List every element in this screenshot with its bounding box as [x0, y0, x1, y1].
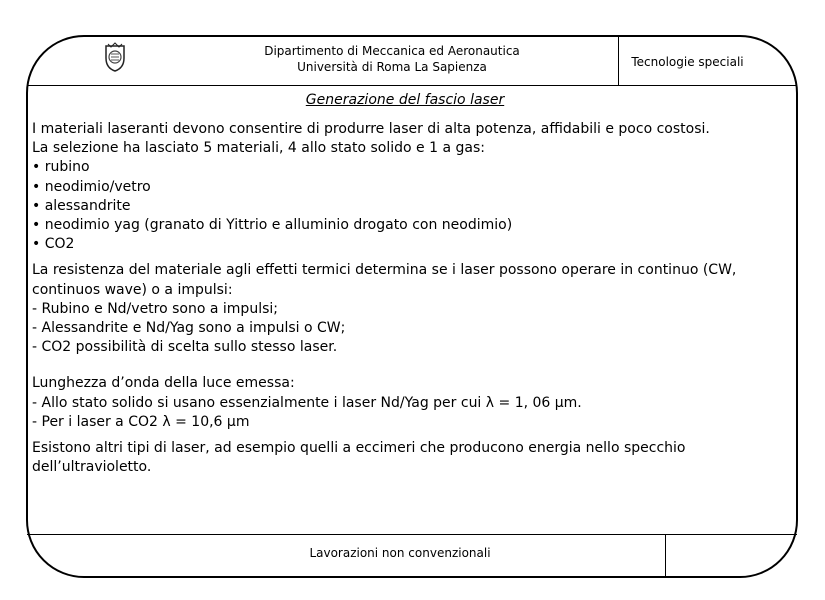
other-lasers-text: dell’ultravioletto.: [32, 459, 152, 476]
material-list-item: • alessandrite: [32, 197, 131, 214]
department-header: [232, 43, 552, 75]
material-list-item: • neodimio yag (granato di Yittrio e alluminio drogato con neodimio): [32, 217, 513, 234]
resistance-text: La resistenza del materiale agli effetti termici determina se i laser possono operare in continuo (CW,: [32, 262, 737, 279]
course-tag: Tecnologie speciali: [631, 55, 744, 69]
material-list-item: • neodimio/vetro: [32, 178, 151, 195]
header-column-divider: [618, 37, 619, 85]
wavelength-title: Lunghezza d’onda della luce emessa:: [32, 375, 295, 392]
intro-text: La selezione ha lasciato 5 materiali, 4 allo stato solido e 1 a gas:: [32, 140, 485, 157]
material-list-item: • rubino: [32, 159, 90, 176]
resistance-text: continuos wave) o a impulsi:: [32, 281, 233, 298]
footer-divider: [27, 534, 797, 535]
resistance-list-item: - Alessandrite e Nd/Yag sono a impulsi o CW;: [32, 320, 346, 337]
wavelength-list-item: - Allo stato solido si usano essenzialmente i laser Nd/Yag per cui λ = 1, 06 μm.: [32, 394, 582, 411]
footer-column-divider: [665, 535, 666, 577]
resistance-list-item: - Rubino e Nd/vetro sono a impulsi;: [32, 300, 278, 317]
header-divider: [27, 85, 797, 86]
university-name: Università di Roma La Sapienza: [297, 60, 487, 74]
footer-course-name: Lavorazioni non convenzionali: [309, 546, 491, 560]
wavelength-list-item: - Per i laser a CO2 λ = 10,6 μm: [32, 413, 250, 430]
slide-body: [32, 120, 782, 477]
other-lasers-text: Esistono altri tipi di laser, ad esempio quelli a eccimeri che producono energia nello specchio: [32, 440, 686, 457]
material-list-item: • CO2: [32, 236, 75, 253]
department-name: Dipartimento di Meccanica ed Aeronautica: [264, 44, 520, 58]
slide-subtitle: Generazione del fascio laser: [305, 92, 505, 108]
resistance-list-item: - CO2 possibilità di scelta sullo stesso laser.: [32, 339, 338, 356]
intro-text: I materiali laseranti devono consentire di produrre laser di alta potenza, affidabili e poco costosi.: [32, 121, 710, 137]
university-seal-icon: [103, 42, 127, 72]
